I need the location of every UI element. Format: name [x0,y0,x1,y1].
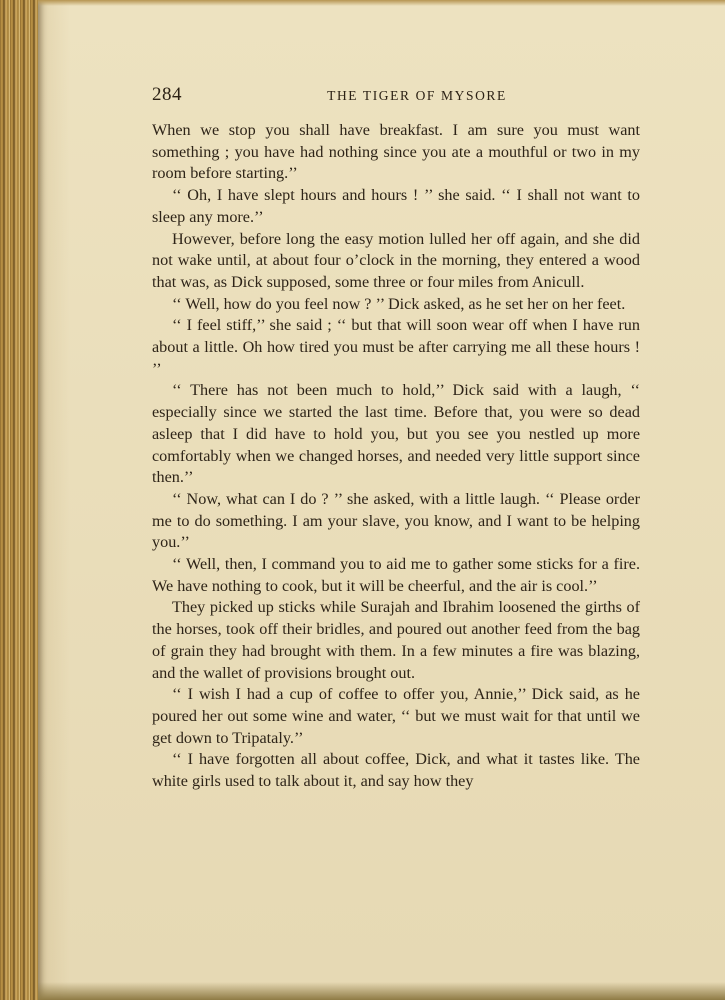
page-top-edge [38,0,725,6]
paragraph: ‘‘ I have forgotten all about coffee, Dick, and what it tastes like. The white girls used to talk about it, and say how they [152,750,640,791]
page-number: 284 [152,84,182,105]
book-binding-edge [0,0,38,1000]
paragraph: When we stop you shall have breakfast. I am sure you must want something ; you have had nothing since you ate a mouthful or two in my room before starting.’’ [152,121,640,183]
paragraph: However, before long the easy motion lulled her off again, and she did not wake until, at about four o’clock in the morning, they entered a wood that was, as Dick supposed, some three or four miles from Anicull. [152,229,640,291]
paragraph: ‘‘ Now, what can I do ? ’’ she asked, with a little laugh. ‘‘ Please order me to do something. I am your slave, you know, and I want to be helping you.’’ [152,489,640,552]
paragraph: They picked up sticks while Surajah and Ibrahim loosened the girths of the horses, took off their bridles, and poured out another feed from the bag of grain they had brought with them. In a few minutes a fire was blazing, and the wallet of provisions brought out. [152,598,640,682]
paragraph: ‘‘ I wish I had a cup of coffee to offer you, Annie,’’ Dick said, as he poured her out some wine and water, ‘‘ but we must wait for that until we get down to Tripataly.’’ [152,685,640,747]
paragraph: ‘‘ I feel stiff,’’ she said ; ‘‘ but that will soon wear off when I have run about a little. Oh how tired you must be after carrying me all these hours ! ’’ [152,316,640,378]
body-text [152,120,640,793]
running-title: THE TIGER OF MYSORE [327,88,507,103]
paragraph: ‘‘ Oh, I have slept hours and hours ! ’’ she said. ‘‘ I shall not want to sleep any more.’’ [152,186,640,226]
paragraph: ‘‘ Well, how do you feel now ? ’’ Dick asked, as he set her on her feet. [172,294,626,313]
paragraph: ‘‘ Well, then, I command you to aid me to gather some sticks for a fire. We have nothing to cook, but it will be cheerful, and the air is cool.’’ [152,555,640,595]
page-header [152,84,642,110]
page-bottom-edge [38,982,725,1000]
paragraph: ‘‘ There has not been much to hold,’’ Dick said with a laugh, ‘‘ especially since we started the last time. Before that, you were so dead asleep that I did have to hold you, but you see you nestled up more comfortably when we changed horses, and needed very little support since then.’’ [152,381,640,487]
